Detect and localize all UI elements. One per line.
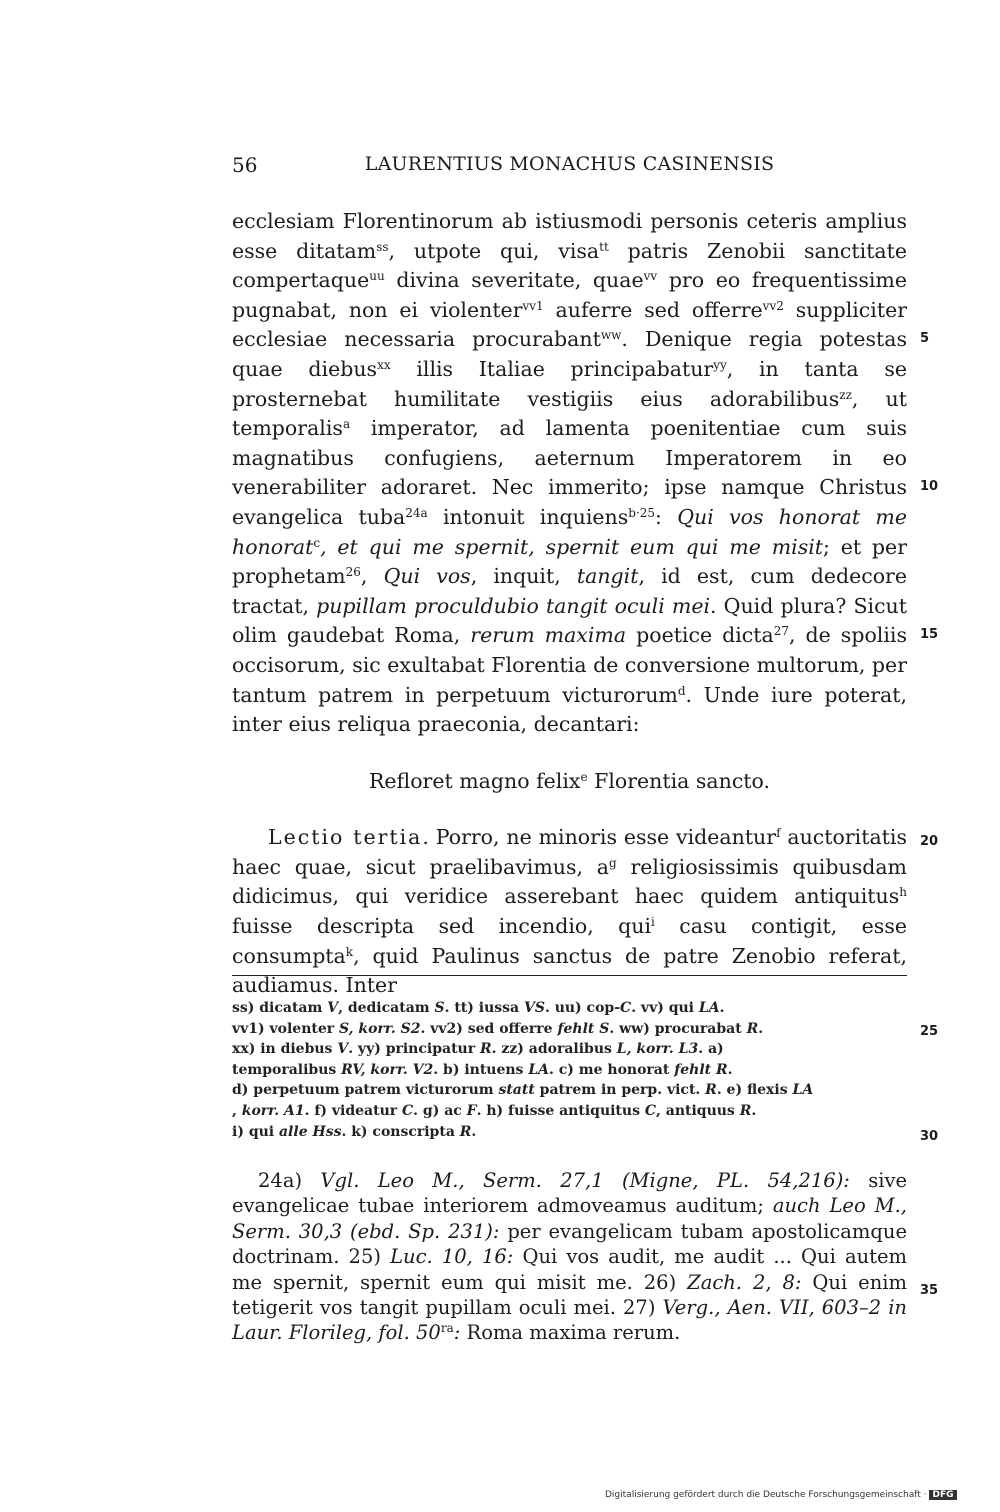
apparatus-line: , korr. A1. f) videatur C. g) ac F. h) fuisse antiquitus C, antiquus R. [232,1102,757,1119]
page-number: 56 [232,153,258,177]
line-number: 25 [920,1024,939,1039]
paragraph-1: ecclesiam Florentinorum ab istiusmodi personis ceteris amplius esse ditatam$^{ss}$, utpote qui, visa$^{tt}$ patris Zenobii sanctitate compertaque$^{uu}$ divina severitate, quae$^{vv}$ pro eo frequentissime pugnabat, non ei violenter$^{vv1}$ auferre sed offerre$^{vv2}$ suppliciter ecclesiae necessaria procurabant$^{ww}$. Denique regia potestas quae diebus$^{xx}$ illis Italiae principabatur$^{yy}$, in tanta se prosternebat humilitate vestigiis eius adorabilibus$^{zz}$, ut temporalis$^a$ imperator, ad lamenta poenitentiae cum suis magnatibus confugiens, aeternum Imperatorem in eo venerabiliter adoraret. Nec immerito; ipse namque Christus evangelica tuba$^{24a}$ intonuit inquiens$^{b\cdot 25}$: Qui vos honorat me honorat$^c$, et qui me spernit, spernit eum qui me misit; et per prophetam$^{26}$, Qui vos, inquit, tangit, id est, cum dedecore tractat, pupillam proculdubio tangit oculi mei. Quid plura? Sicut olim gaudebat Roma, rerum maxima poetice dicta$^{27}$, de spoliis occisorum, sic exultabat Florentia de conversione multorum, per tantum patrem in perpetuum victurorum$^d$. Unde iure poterat, inter eius reliqua praeconia, decantari: [232,209,908,737]
apparatus-line: vv1) volenter S, korr. S2. vv2) sed offerre fehlt S. ww) procurabat R. [232,1020,764,1037]
verse-line: Refloret magno felix$^e$ Florentia sancto. [368,768,771,793]
apparatus-line: ss) dicatam V, dedicatam S. tt) iussa VS. uu) cop-C. vv) qui LA. [232,1000,725,1016]
main-text [232,207,907,1001]
page-header [232,153,907,179]
apparatus-line: i) qui alle Hss. k) conscripta R. [232,1123,477,1140]
paragraph-2: Lectio tertia. Porro, ne minoris esse videantur$^f$ auctoritatis haec quae, sicut praelibavimus, $a^g$ religiosissimis quibusdam didicimus, qui veridice asserebant haec quidem antiquitus$^h$ fuisse descripta sed incendio, qui$^i$ casu contigit, esse consumpta$^k$, quid Paulinus sanctus de patre Zenobio referat, audiamus. Inter [232,825,907,998]
line-number: 10 [920,479,939,494]
apparatus-line: d) perpetuum patrem victurorum statt patrem in perp. vict. R. e) flexis LA [232,1082,814,1099]
footnote-divider [232,975,907,976]
dfg-logo: DFG [929,1490,956,1500]
line-number: 35 [920,1283,939,1298]
apparatus-line: xx) in diebus V. yy) principatur R. zz) adoralibus L, korr. L3. a) [232,1041,724,1058]
line-number: 20 [920,834,939,849]
footnote-paragraph: 24a) Vgl. Leo M., Serm. 27,1 (Migne, PL. 54,216): sive evangelicae tubae interiorem admoveamus auditum; auch Leo M., Serm. 30,3 (ebd. Sp. 231): per evangelicam tubam apostolicamque doctrinam. 25) Luc. 10, 16: Qui vos audit, me audit ... Qui autem me spernit, spernit eum qui misit me. 26) Zach. 2, 8: Qui enim tetigerit vos tangit pupillam oculi mei. 27) Verg., Aen. VII, 603–2 in Laur. Florileg, fol. $50^{ra}$: Roma maxima rerum. [232,1169,908,1345]
lectio-heading: Lectio tertia [268,825,423,850]
line-number: 15 [920,627,939,642]
apparatus-line: temporalibus RV, korr. V2. b) intuens LA. c) me honorat fehlt R. [232,1061,733,1078]
digitization-credit: Digitalisierung gefördert durch die Deutsche Forschungsgemeinschaft · DFG [605,1490,957,1500]
line-number: 5 [920,331,930,346]
running-title: LAURENTIUS MONACHUS CASINENSIS [364,153,775,175]
critical-apparatus [232,998,907,1142]
line-number: 30 [920,1129,939,1144]
source-footnotes [232,1168,907,1346]
